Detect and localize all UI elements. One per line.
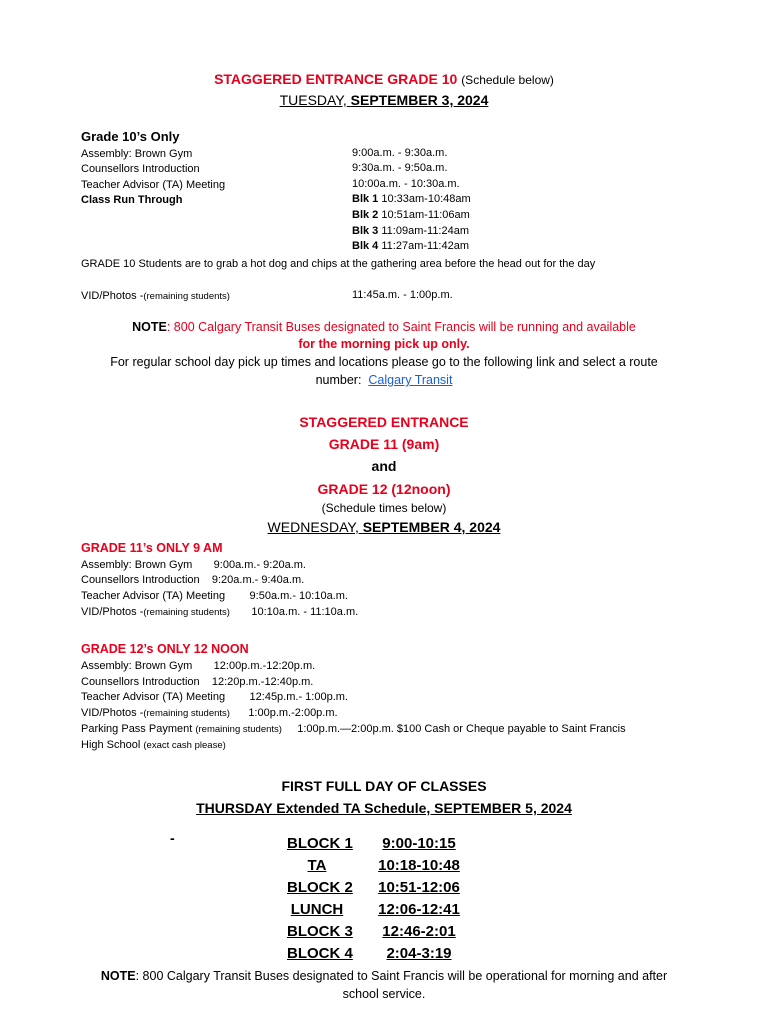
g12-parking: Parking Pass Payment (remaining students) 1:00p.m.—2:00p.m. $100 Cash or Cheque payable to Saint Francis: [81, 723, 626, 735]
g11-row: Assembly: Brown Gym 9:00a.m.- 9:20a.m.: [81, 559, 306, 571]
g11-row: VID/Photos -(remaining students) 10:10a.m. - 11:10a.m.: [81, 606, 359, 618]
g12-row: VID/Photos -(remaining students) 1:00p.m.-2:00p.m.: [81, 707, 338, 719]
g10-blk-row: Blk 4 11:27am-11:42am: [352, 240, 470, 252]
g10-heading: Grade 10’s Only: [81, 129, 180, 144]
block-time: 12:46-2:01: [382, 923, 456, 940]
g10-date-rest: SEPTEMBER 3, 2024: [350, 92, 489, 108]
g1112-line2: GRADE 11 (9am): [328, 436, 440, 452]
g10-blk-row: Blk 1 10:33am-10:48am: [352, 193, 471, 205]
g1112-line3: and: [371, 458, 397, 474]
g10-blk-row: Blk 3 11:09am-11:24am: [352, 225, 470, 237]
block-name: BLOCK 3: [287, 923, 353, 940]
note2-line1: NOTE: 800 Calgary Transit Buses designated to Saint Francis will be operational for morning and after: [100, 969, 668, 983]
block-time: 10:51-12:06: [378, 879, 460, 896]
block-time: 9:00-10:15: [382, 835, 456, 852]
block-time: 10:18-10:48: [378, 857, 460, 874]
g11-row: Teacher Advisor (TA) Meeting 9:50a.m.- 10:10a.m.: [81, 590, 348, 602]
g10-row-time: 10:00a.m. - 10:30a.m.: [352, 178, 460, 190]
calgary-transit-link[interactable]: Calgary Transit: [368, 373, 453, 387]
note1-line4: number: Calgary Transit: [315, 373, 453, 387]
g10-date: [0, 92, 768, 108]
g10-row: Class Run Through: [81, 194, 183, 206]
g10-row: Counsellors Introduction: [81, 163, 200, 175]
g12-heading: GRADE 12’s ONLY 12 NOON: [81, 642, 249, 656]
block-name: TA: [307, 857, 327, 874]
note1-line1: NOTE: 800 Calgary Transit Buses designated to Saint Francis will be running and available: [132, 320, 636, 334]
block-name: LUNCH: [290, 901, 344, 918]
g10-date-day: TUESDAY,: [279, 92, 347, 108]
g1112-line4: GRADE 12 (12noon): [317, 481, 451, 497]
block-time: 2:04-3:19: [386, 945, 452, 962]
g10-row: Assembly: Brown Gym: [81, 148, 193, 160]
g10-title-line: [0, 71, 768, 87]
block-time: 12:06-12:41: [378, 901, 460, 918]
full-subtitle: THURSDAY Extended TA Schedule, SEPTEMBER 5, 2024: [196, 800, 572, 816]
g10-row-time: 9:30a.m. - 9:50a.m.: [352, 162, 448, 174]
note2-line2: school service.: [342, 987, 426, 1001]
g12-row: Teacher Advisor (TA) Meeting 12:45p.m.- 1:00p.m.: [81, 691, 348, 703]
g12-row: Assembly: Brown Gym 12:00p.m.-12:20p.m.: [81, 660, 316, 672]
g11-heading: GRADE 11’s ONLY 9 AM: [81, 541, 223, 555]
g10-vid-time: 11:45a.m. - 1:00p.m.: [352, 289, 453, 301]
g1112-date: WEDNESDAY, SEPTEMBER 4, 2024: [267, 519, 501, 535]
block-name: BLOCK 4: [287, 945, 353, 962]
g10-blk-row: Blk 2 10:51am-11:06am: [352, 209, 470, 221]
g10-row-time: 9:00a.m. - 9:30a.m.: [352, 147, 448, 159]
g10-vid: VID/Photos -(remaining students): [81, 290, 230, 302]
g12-parking-line2: High School (exact cash please): [81, 739, 226, 751]
g11-row: Counsellors Introduction 9:20a.m.- 9:40a.m.: [81, 574, 305, 586]
g10-title-note: (Schedule below): [461, 73, 554, 87]
g10-row: Teacher Advisor (TA) Meeting: [81, 179, 226, 191]
g10-title: STAGGERED ENTRANCE GRADE 10: [214, 71, 458, 87]
g12-row: Counsellors Introduction 12:20p.m.-12:40p.m.: [81, 676, 314, 688]
full-dash: -: [170, 830, 175, 846]
g1112-line1: STAGGERED ENTRANCE: [299, 414, 469, 430]
g1112-line5: (Schedule times below): [321, 501, 447, 515]
g10-hotdog: GRADE 10 Students are to grab a hot dog and chips at the gathering area before the head out for the day: [81, 258, 596, 270]
note1-line3: For regular school day pick up times and locations please go to the following link and select a route: [110, 355, 658, 369]
block-name: BLOCK 2: [287, 879, 353, 896]
block-name: BLOCK 1: [287, 835, 353, 852]
note1-line2: for the morning pick up only.: [298, 337, 470, 351]
full-title: FIRST FULL DAY OF CLASSES: [281, 778, 487, 794]
